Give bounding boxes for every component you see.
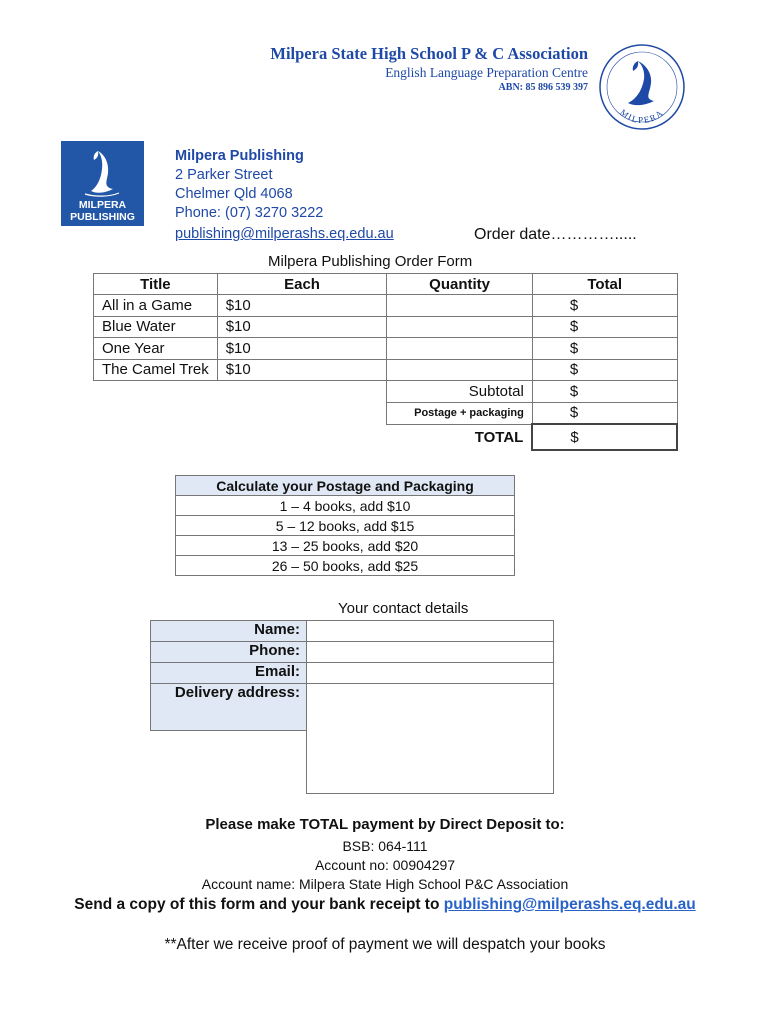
col-quantity: Quantity: [387, 274, 533, 295]
send-text: Send a copy of this form and your bank receipt to: [74, 896, 440, 913]
email-field[interactable]: [307, 663, 554, 684]
total-label: TOTAL: [474, 428, 524, 446]
address-spacer: [151, 731, 307, 794]
despatch-note: **After we receive proof of payment we will despatch your books: [164, 936, 606, 953]
line-total[interactable]: $: [532, 359, 677, 381]
postage-value[interactable]: $: [532, 402, 677, 424]
book-price: $10: [217, 295, 387, 317]
postage-rate: 26 – 50 books, add $25: [176, 556, 515, 576]
book-title: Blue Water: [94, 316, 218, 338]
payment-heading: Please make TOTAL payment by Direct Deposit to:: [205, 816, 565, 833]
book-price: $10: [217, 316, 387, 338]
publisher-suburb: Chelmer Qld 4068: [175, 186, 293, 202]
postage-table: [175, 475, 515, 576]
quantity-input[interactable]: [387, 359, 533, 381]
book-price: $10: [217, 338, 387, 360]
order-table-header: [94, 274, 678, 295]
account-number: Account no: 00904297: [314, 857, 456, 873]
logo-line-1: MILPERA: [78, 199, 127, 211]
subtotal-label: Subtotal: [387, 381, 533, 403]
quantity-input[interactable]: [387, 316, 533, 338]
name-label: Name:: [151, 621, 307, 642]
publisher-street: 2 Parker Street: [175, 167, 273, 183]
logo-line-2: PUBLISHING: [70, 211, 135, 223]
postage-rate: 5 – 12 books, add $15: [176, 516, 515, 536]
association-title: Milpera State High School P & C Association: [270, 44, 588, 63]
line-total[interactable]: $: [532, 338, 677, 360]
email-label: Email:: [151, 663, 307, 684]
send-instruction: [0, 896, 770, 914]
total-value[interactable]: $: [532, 424, 677, 450]
publisher-name: Milpera Publishing: [175, 148, 304, 164]
send-email-link[interactable]: publishing@milperashs.eq.edu.au: [443, 896, 696, 913]
postage-row: [94, 402, 678, 424]
postage-rate: 1 – 4 books, add $10: [176, 496, 515, 516]
table-row: [94, 338, 678, 360]
milpera-publishing-logo: [61, 141, 144, 226]
book-price: $10: [217, 359, 387, 381]
col-each: Each: [217, 274, 387, 295]
address-label: Delivery address:: [151, 684, 307, 731]
abn-number: ABN: 85 896 539 397: [498, 82, 588, 93]
order-form-title: Milpera Publishing Order Form: [268, 253, 473, 270]
book-title: All in a Game: [94, 295, 218, 317]
phone-label: Phone:: [151, 642, 307, 663]
subtotal-value[interactable]: $: [532, 381, 677, 403]
line-total[interactable]: $: [532, 295, 677, 317]
milpera-seal-logo: [598, 43, 686, 131]
book-title: The Camel Trek: [94, 359, 218, 381]
postage-label: Postage + packaging: [387, 402, 533, 424]
bird-icon: [628, 61, 654, 105]
quantity-input[interactable]: [387, 338, 533, 360]
postage-rate: 13 – 25 books, add $20: [176, 536, 515, 556]
col-total: Total: [532, 274, 677, 295]
svg-text:MILPERA: [618, 107, 665, 125]
table-row: [94, 359, 678, 381]
col-title: Title: [94, 274, 218, 295]
total-row: [94, 424, 678, 450]
book-title: One Year: [94, 338, 218, 360]
publisher-email-link[interactable]: publishing@milperashs.eq.edu.au: [175, 226, 394, 242]
table-row: [94, 316, 678, 338]
postage-header: Calculate your Postage and Packaging: [176, 476, 515, 496]
bsb-number: BSB: 064-111: [342, 838, 428, 854]
name-field[interactable]: [307, 621, 554, 642]
publisher-phone: Phone: (07) 3270 3222: [175, 205, 324, 221]
order-table: [93, 273, 678, 451]
contact-title: Your contact details: [338, 600, 469, 617]
subtotal-row: [94, 381, 678, 403]
line-total[interactable]: $: [532, 316, 677, 338]
seal-text: MILPERA: [618, 107, 666, 126]
phone-field[interactable]: [307, 642, 554, 663]
contact-table: [150, 620, 554, 794]
table-row: [94, 295, 678, 317]
order-date-field[interactable]: Order date………….....: [474, 226, 637, 243]
address-field[interactable]: [307, 684, 554, 794]
account-name: Account name: Milpera State High School P&C Association: [201, 876, 569, 892]
bird-icon: [61, 141, 144, 201]
quantity-input[interactable]: [387, 295, 533, 317]
centre-subtitle: English Language Preparation Centre: [385, 65, 588, 80]
